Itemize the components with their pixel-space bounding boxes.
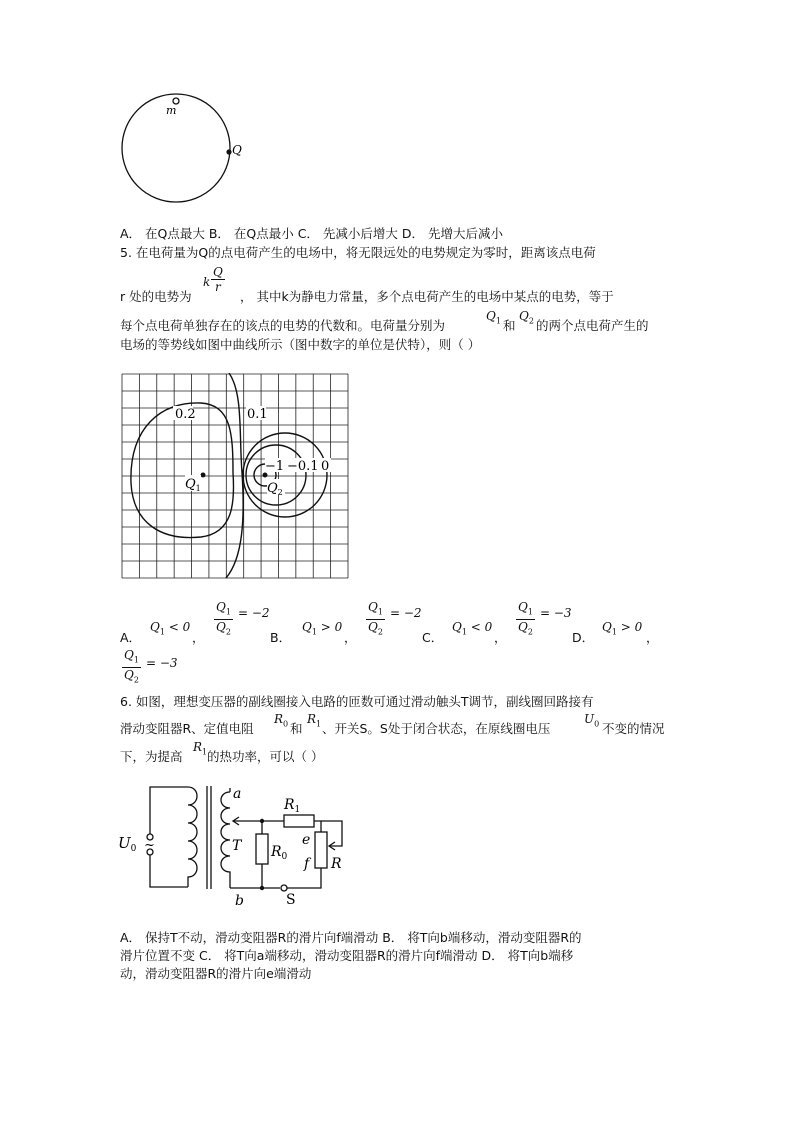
q5-Q2-symbol: $Q_2$ [519,309,534,326]
junction-top [260,819,264,823]
q5-line3a: 每个点电荷单独存在的该点的电势的代数和。电荷量分别为 [120,318,446,333]
circle-figure [110,92,250,204]
label-m: m [166,104,177,117]
q5-option-B-label: B． [270,630,292,645]
q5-option-C-label: C． [422,630,444,645]
q5-line2b: ， 其中k为静电力常量，多个点电荷产生的电场中某点的电势，等于 [240,289,614,304]
label-R0: $R_0$ [271,844,288,862]
q6-line1: 6. 如图，理想变压器的副线圈接入电路的匝数可通过滑动触头T调节，副线圈回路接有 [120,694,594,709]
q5-D-ratio: $\frac{Q_1}{Q_2}$ [124,648,139,685]
secondary-coil [221,792,230,888]
q5-line4: 电场的等势线如图中曲线所示（图中数字的单位是伏特），则（ ） [120,337,481,352]
q5-line1: 5. 在电荷量为Q的点电荷产生的电场中，将无限远处的电势规定为零时，距离该点电荷 [120,245,596,260]
q6-R0-symbol: $R_0$ [274,712,289,729]
q5-B-ratio-value: = −2 [390,606,422,620]
frac-den-r: r [215,280,221,294]
label-e: e [302,832,311,848]
label-Q: Q [232,143,242,157]
q5-A-ratio: $\frac{Q_1}{Q_2}$ [216,600,231,637]
equipotential-0 [243,433,330,517]
q5-A-ratio-value: = −2 [238,606,270,620]
q6-line3a: 下，为提高 [120,749,183,764]
rheostat-R [315,832,327,868]
equipotential-0.1 [226,373,243,578]
label-f: f [304,856,310,872]
charge-Q1-dot [201,473,206,478]
q6-options-line2: 滑片位置不变 C． 将T向a端移动，滑动变阻器R的滑片向f端滑动 D． 将T向b端移 [120,948,574,963]
label-minus-0.1: −0.1 [287,459,319,474]
resistor-R1 [284,815,314,827]
q6-U0-symbol: $U_0$ [584,712,600,729]
q6-line2c: 、开关S。S处于闭合状态，在原线圈电压 [322,721,551,736]
q4-options: A． 在Q点最大 B． 在Q点最小 C． 先减小后增大 D． 先增大后减小 [120,226,503,241]
label-zero: 0 [321,459,330,474]
q5-line2a: r 处的电势为 [120,289,192,304]
q6-line2a: 滑动变阻器R、定值电阻 [120,721,254,736]
label-0.1: 0.1 [247,407,268,422]
q5-comma-1: ， [192,630,205,645]
q5-comma-4: ， [646,630,659,645]
label-minus-1: −1 [265,459,285,474]
q6-line3b: 的热功率，可以（ ） [207,749,324,764]
q6-line2d: 不变的情况 [602,721,665,736]
q5-potential-fraction [211,265,225,294]
q5-A-cond: $Q_1 < 0$ [150,620,191,637]
q5-B-cond: $Q_1 > 0$ [302,620,343,637]
label-R1: $R_1$ [284,797,301,815]
q5-k-symbol: k [203,275,211,289]
grid-lines [122,374,348,578]
frac-num-Q: Q [213,265,223,279]
q5-C-cond: $Q_1 < 0$ [452,620,493,637]
label-S: S [286,892,296,908]
label-b: b [235,893,244,909]
label-Q1: $Q_1$ [185,477,201,493]
q5-line3c: 的两个点电荷产生的 [536,318,649,333]
q6-R1-symbol-2: $R_1$ [193,740,208,757]
q5-C-ratio: $\frac{Q_1}{Q_2}$ [518,600,533,637]
label-T: T [232,838,242,854]
charge-Q-dot [226,149,231,154]
resistor-R0 [256,834,268,864]
q6-options-line1: A． 保持T不动，滑动变阻器R的滑片向f端滑动 B． 将T向b端移动，滑动变阻器R的 [120,930,582,945]
transformer-circuit-figure [116,782,366,910]
label-ac-tilde: ~ [144,838,155,853]
label-0.2: 0.2 [175,407,196,422]
equipotential-0.2 [131,403,234,538]
junction-bottom [260,886,264,890]
q6-line2b: 和 [290,721,303,736]
q5-B-ratio: $\frac{Q_1}{Q_2}$ [368,600,383,637]
q5-line3b: 和 [503,318,516,333]
q6-options-line3: 动，滑动变阻器R的滑片向e端滑动 [120,966,312,981]
equipotential-figure [121,373,349,579]
primary-coil [188,787,197,887]
q5-C-ratio-value: = −3 [540,606,572,620]
q5-D-ratio-value: = −3 [146,656,178,670]
q5-Q1-symbol: $Q_1$ [486,309,501,326]
q5-comma-3: ， [494,630,507,645]
q6-R1-symbol: $R_1$ [307,712,322,729]
label-U0: $U_0$ [118,834,137,854]
q5-comma-2: ， [344,630,357,645]
q5-D-cond: $Q_1 > 0$ [602,620,643,637]
q5-option-D-label: D． [572,630,595,645]
label-R: R [331,856,342,872]
label-Q2: $Q_2$ [267,481,283,497]
label-a: a [233,786,242,802]
q5-option-A-label: A． [120,630,142,645]
